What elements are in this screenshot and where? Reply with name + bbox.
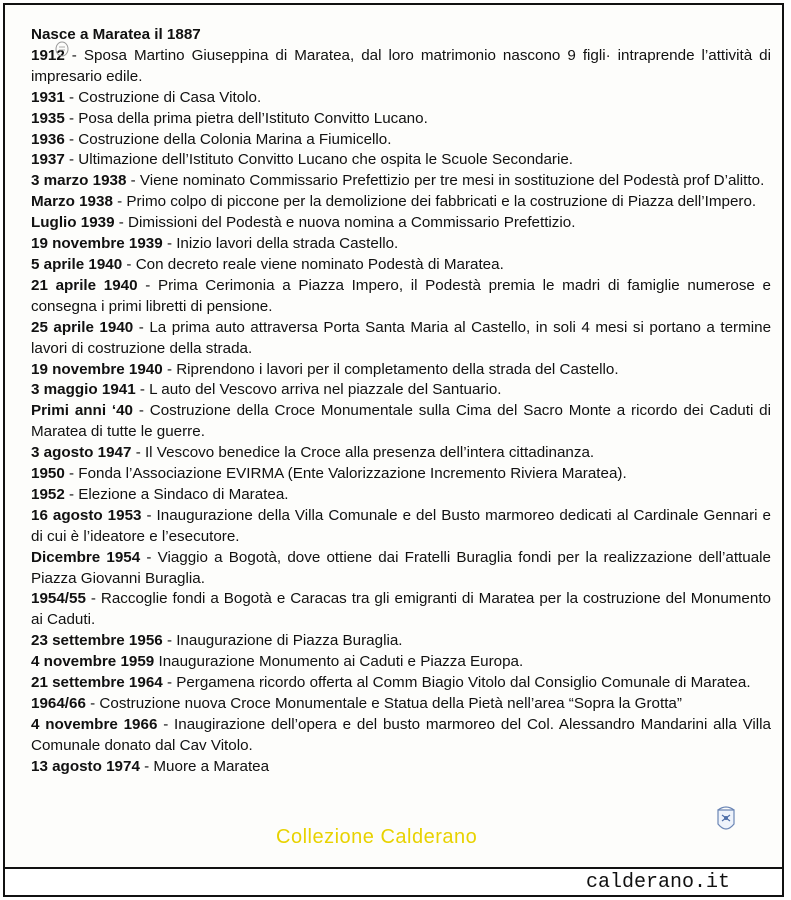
coat-of-arms-icon (712, 802, 740, 836)
timeline-entry (31, 464, 771, 485)
entry-text: - Fonda l’Associazione EVIRMA (Ente Valorizzazione Incremento Riviera Maratea). (64, 465, 627, 483)
entry-date: Luglio 1939 (31, 214, 115, 232)
entry-date: 4 novembre 1966 (31, 715, 158, 733)
document-title: Nasce a Maratea il 1887 (31, 26, 201, 43)
timeline-entry (31, 276, 771, 318)
entry-text: - Riprendono i lavori per il completamento della strada del Castello. (162, 360, 619, 378)
timeline-entry (31, 171, 771, 192)
timeline-entry (31, 589, 771, 631)
document-frame (3, 3, 784, 869)
timeline-entry (31, 652, 771, 673)
entry-date: 1935 (31, 109, 65, 127)
entry-text: - Inaugurazione di Piazza Buraglia. (162, 632, 403, 650)
entry-date: Primi anni ‘40 (31, 402, 133, 420)
entry-text: - Viaggio a Bogotà, dove ottiene dai Fratelli Buraglia fondi per la realizzazione dell’attuale Piazza Giovanni Buraglia. (31, 548, 771, 587)
timeline-entry (31, 88, 771, 109)
entry-text: - Costruzione di Casa Vitolo. (64, 88, 262, 106)
entry-text: - Ultimazione dell’Istituto Convitto Lucano che ospita le Scuole Secondarie. (64, 151, 574, 169)
footer-bar (3, 869, 784, 897)
entry-text: - Muore a Maratea (139, 757, 270, 775)
timeline-entry (31, 255, 771, 276)
entry-date: 3 marzo 1938 (31, 172, 127, 190)
entry-date: 25 aprile 1940 (31, 318, 134, 336)
entry-date: 23 settembre 1956 (31, 632, 163, 650)
entry-date: 19 novembre 1940 (31, 360, 163, 378)
entry-date: 1954/55 (31, 590, 86, 608)
entry-date: 21 aprile 1940 (31, 276, 138, 294)
timeline-entry (31, 109, 771, 130)
entry-date: 16 agosto 1953 (31, 506, 142, 524)
entry-text: - Dimissioni del Podestà e nuova nomina a Commissario Prefettizio. (114, 214, 576, 232)
timeline-entry (31, 46, 771, 88)
entry-text: - Inaugurazione della Villa Comunale e del Busto marmoreo dedicati al Cardinale Gennari e di cui è l’ideatore e l’esecutore. (31, 506, 772, 545)
timeline-entry (31, 213, 771, 234)
entry-text: - Inizio lavori della strada Castello. (162, 235, 399, 253)
entry-text: - Il Vescovo benedice la Croce alla presenza dell’intera cittadinanza. (131, 444, 595, 462)
entry-text: - Con decreto reale viene nominato Podestà di Maratea. (122, 255, 504, 273)
entry-date: 13 agosto 1974 (31, 757, 140, 775)
entry-date: 3 maggio 1941 (31, 381, 136, 399)
entry-date: 1950 (31, 465, 65, 483)
timeline-entry (31, 506, 771, 548)
entry-text: - Inaugirazione dell’opera e del busto marmoreo del Col. Alessandro Mandarini alla Villa Comunale donato dal Cav Vitolo. (31, 715, 771, 754)
entry-date: 5 aprile 1940 (31, 255, 123, 273)
timeline-entry (31, 234, 771, 255)
timeline-list (31, 46, 771, 778)
entry-text: - Posa della prima pietra dell’Istituto Convitto Lucano. (64, 109, 428, 127)
entry-text: - Costruzione della Colonia Marina a Fiumicello. (64, 130, 392, 148)
site-link[interactable]: calderano.it (585, 871, 730, 894)
entry-date: 1931 (31, 88, 65, 106)
entry-text: - Primo colpo di piccone per la demolizione dei fabbricati e la costruzione di Piazza dell’Impero. (112, 193, 757, 211)
entry-text: Inaugurazione Monumento ai Caduti e Piazza Europa. (154, 653, 524, 671)
timeline-entry (31, 360, 771, 381)
entry-date: 1912 (31, 46, 65, 64)
timeline-entry (31, 694, 771, 715)
timeline-entry (31, 631, 771, 652)
timeline-entry (31, 401, 771, 443)
timeline-entry (31, 192, 771, 213)
timeline-entry (31, 757, 771, 778)
stamp-icon (54, 40, 70, 58)
entry-text: - Viene nominato Commissario Prefettizio per tre mesi in sostituzione del Podestà prof D’alitto. (126, 172, 765, 190)
entry-text: - Costruzione della Croce Monumentale sulla Cima del Sacro Monte a ricordo dei Caduti di Maratea di tutte le guerre. (31, 402, 771, 441)
timeline-entry (31, 150, 771, 171)
timeline-entry (31, 130, 771, 151)
entry-date: 3 agosto 1947 (31, 444, 132, 462)
document-body (31, 25, 771, 778)
entry-text: - Sposa Martino Giuseppina di Maratea, dal loro matrimonio nascono 9 figli· intraprende l’attività di impresario edile. (31, 46, 771, 85)
timeline-entry (31, 380, 771, 401)
entry-text: - La prima auto attraversa Porta Santa Maria al Castello, in soli 4 mesi si portano a termine lavori di costruzione della strada. (31, 318, 772, 357)
entry-text: - Pergamena ricordo offerta al Comm Biagio Vitolo dal Consiglio Comunale di Maratea. (162, 674, 751, 692)
watermark-text: Collezione Calderano (276, 826, 478, 848)
entry-date: Marzo 1938 (31, 193, 113, 211)
entry-date: 1964/66 (31, 695, 86, 712)
entry-date: Dicembre 1954 (31, 548, 141, 566)
entry-date: 1936 (31, 130, 65, 148)
entry-date: 21 settembre 1964 (31, 674, 163, 692)
timeline-entry (31, 673, 771, 694)
entry-date: 1952 (31, 485, 65, 503)
entry-text: - L auto del Vescovo arriva nel piazzale del Santuario. (135, 381, 502, 399)
timeline-entry (31, 443, 771, 464)
entry-date: 1937 (31, 151, 65, 169)
entry-text: - Costruzione nuova Croce Monumentale e Statua della Pietà nell’area “Sopra la Grotta” (85, 695, 682, 712)
timeline-entry (31, 548, 771, 590)
timeline-entry (31, 485, 771, 506)
entry-date: 19 novembre 1939 (31, 235, 163, 253)
timeline-entry (31, 318, 771, 360)
entry-text: - Elezione a Sindaco di Maratea. (64, 485, 289, 503)
entry-date: 4 novembre 1959 (31, 653, 155, 671)
entry-text: - Prima Cerimonia a Piazza Impero, il Podestà premia le madri di famiglie numerose e consegna i primi libretti di pensione. (31, 276, 772, 315)
entry-text: - Raccoglie fondi a Bogotà e Caracas tra gli emigranti di Maratea per la costruzione del Monumento ai Caduti. (31, 590, 771, 629)
timeline-entry (31, 715, 771, 757)
